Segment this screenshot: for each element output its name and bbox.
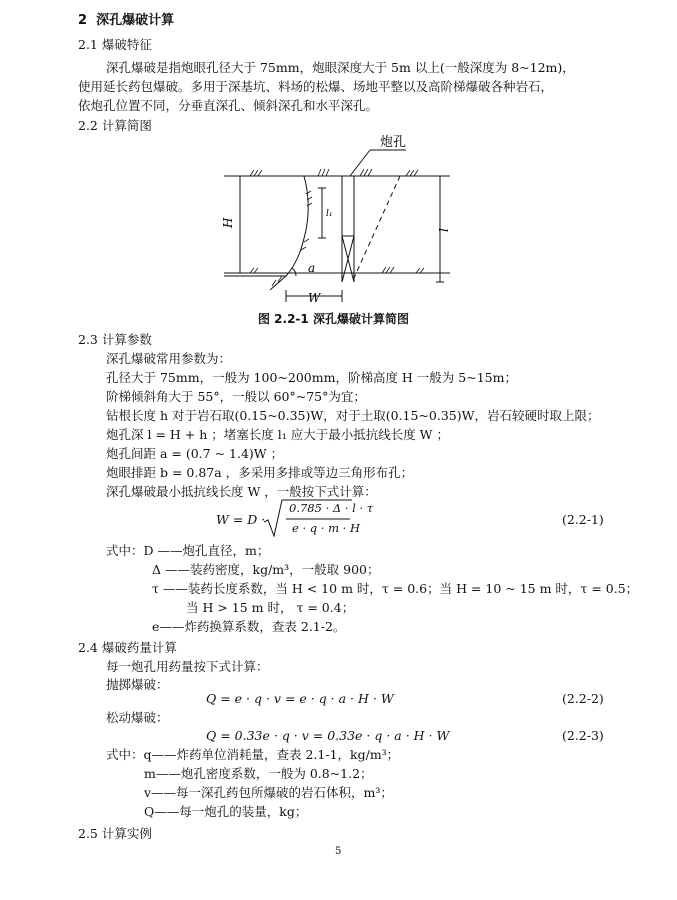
heading-2-2: 2.2 计算简图 xyxy=(78,118,152,133)
where-q: 式中：q——炸药单位消耗量，查表 2.1-1，kg/m³； xyxy=(106,747,400,762)
page-number: 5 xyxy=(335,846,342,857)
charge-intro: 每一炮孔用药量按下式计算： xyxy=(106,659,269,674)
param-row-spacing: 炮眼排距 b = 0.87a ，多采用多排或等边三角形布孔； xyxy=(106,465,414,480)
heading-2-5: 2.5 计算实例 xyxy=(78,826,152,841)
heading-2-3: 2.3 计算参数 xyxy=(78,332,152,347)
label-H: H xyxy=(221,217,235,228)
eq1-left: W = D · xyxy=(216,512,266,527)
eq3: Q = 0.33e · q · v = 0.33e · q · a · H · W xyxy=(206,728,450,743)
label-a: a xyxy=(308,261,316,275)
where-D: 式中：D ——炮孔直径，m； xyxy=(106,543,270,558)
eq2: Q = e · q · v = e · q · a · H · W xyxy=(206,691,394,706)
throw-blasting-label: 抛掷爆破： xyxy=(106,677,169,692)
figure-caption: 图 2.2-1 深孔爆破计算简图 xyxy=(258,312,409,326)
heading-2-1: 2.1 爆破特征 xyxy=(78,37,152,52)
param-slope: 阶梯倾斜角大于 55°，一般以 60°~75°为宜； xyxy=(106,389,366,404)
where-Q: Q——每一炮孔的装量，kg； xyxy=(144,804,308,819)
loose-blasting-label: 松动爆破： xyxy=(106,710,169,725)
label-l1: l₁ xyxy=(326,209,333,219)
heading-2-4: 2.4 爆破药量计算 xyxy=(78,640,177,655)
blasting-diagram xyxy=(210,130,470,312)
eq1-denominator: e · q · m · H xyxy=(292,521,361,535)
param-hole-depth: 炮孔深 l = H + h ；堵塞长度 l₁ 应大于最小抵抗线长度 W ； xyxy=(106,427,449,442)
param-diameter: 孔径大于 75mm，一般为 100~200mm，阶梯高度 H 一般为 5~15m； xyxy=(106,370,517,385)
label-W: W xyxy=(308,291,321,305)
para-2-1-line2: 使用延长药包爆破。多用于深基坑、料场的松爆、场地平整以及高阶梯爆破各种岩石， xyxy=(78,79,554,94)
where-delta: Δ ——装药密度，kg/m³，一般取 900； xyxy=(152,562,380,577)
param-spacing: 炮孔间距 a = (0.7 ~ 1.4)W ； xyxy=(106,446,284,461)
section-title xyxy=(78,14,174,27)
eq2-number: (2.2-2) xyxy=(562,691,604,706)
para-2-1-line1: 深孔爆破是指炮眼孔径大于 75mm，炮眼深度大于 5m 以上(一般深度为 8~12m)， xyxy=(106,60,575,75)
eq1-numerator: 0.785 · Δ · l · τ xyxy=(289,501,374,515)
where-tau: τ ——装药长度系数，当 H < 10 m 时，τ = 0.6；当 H = 10 ~ 15 m 时，τ = 0.5； xyxy=(152,581,639,596)
params-intro: 深孔爆破常用参数为： xyxy=(106,351,232,366)
eq3-number: (2.2-3) xyxy=(562,728,604,743)
param-root-length: 钻根长度 h 对于岩石取(0.15~0.35)W，对于土取(0.15~0.35)W，岩石较硬时取上限； xyxy=(106,408,600,423)
label-hole: 炮孔 xyxy=(380,135,407,150)
label-l: l xyxy=(437,228,451,232)
eq1-number: (2.2-1) xyxy=(562,512,604,527)
section-number: 2 xyxy=(78,13,88,28)
where-e: e——炸药换算系数，查表 2.1-2。 xyxy=(152,619,346,634)
para-2-1-line3: 依炮孔位置不同，分垂直深孔、倾斜深孔和水平深孔。 xyxy=(78,98,379,113)
where-v: v——每一深孔药包所爆破的岩石体积，m³； xyxy=(144,785,393,800)
where-tau-cont: 当 H > 15 m 时， τ = 0.4； xyxy=(186,600,355,615)
where-m: m——炮孔密度系数，一般为 0.8~1.2； xyxy=(144,766,373,781)
section-title-text: 深孔爆破计算 xyxy=(96,13,175,28)
param-burden-intro: 深孔爆破最小抵抗线长度 W ，一般按下式计算： xyxy=(106,484,377,499)
